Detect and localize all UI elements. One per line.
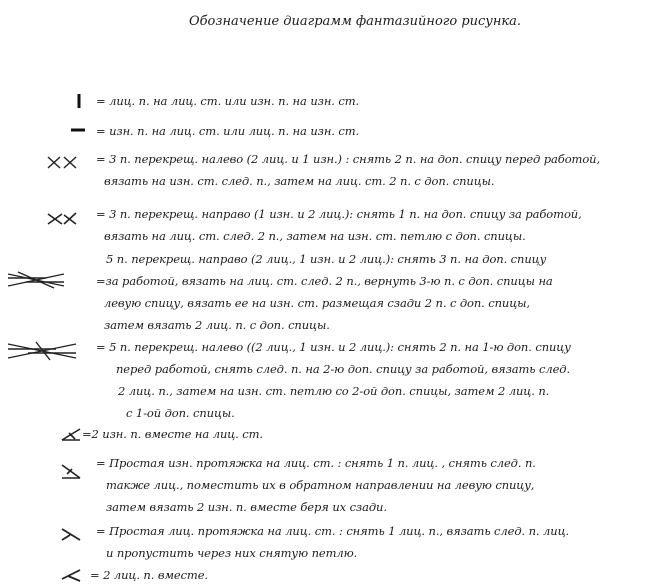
simple-purl-slip-icon (60, 463, 82, 481)
legend-text: = 2 лиц. п. вместе. (90, 568, 208, 582)
cross-left-5-icon (6, 340, 78, 362)
legend-text: вязать на лиц. ст. след. 2 п., затем на изн. ст. петлю с доп. спицы. (104, 229, 526, 243)
legend-text: затем вязать 2 лиц. п. с доп. спицы. (104, 318, 330, 332)
page-title: Обозначение диаграмм фантазийного рисунка. (188, 14, 522, 29)
cross-right-5-icon (6, 268, 66, 292)
purl-2-together-icon (60, 427, 82, 443)
legend-text: = Простая лиц. протяжка на лиц. ст. : снять 1 лиц. п., вязать след. п. лиц. (96, 524, 570, 538)
legend-text: = 5 п. перекрещ. налево ((2 лиц., 1 изн. и 2 лиц.): снять 2 п. на 1-ю доп. спицу (96, 340, 571, 354)
cross-left-3-icon (46, 154, 80, 172)
legend-text: левую спицу, вязать ее на изн. ст. размещая сзади 2 п. с доп. спицы, (104, 296, 530, 310)
legend-text: 5 п. перекрещ. направо (2 лиц., 1 изн. и 2 лиц.): снять 3 п. на доп. спицу (106, 252, 547, 266)
legend-text: перед работой, снять след. п. на 2-ю доп. спицу за работой, вязать след. (116, 362, 571, 376)
legend-text: = 3 п. перекрещ. налево (2 лиц. и 1 изн.) : снять 2 п. на доп. спицу перед работой, (96, 152, 601, 166)
legend-text: и пропустить через них снятую петлю. (106, 546, 358, 560)
legend-text: затем вязать 2 изн. п. вместе беря их сзади. (106, 500, 387, 514)
dash-icon (70, 126, 86, 134)
legend-text: = Простая изн. протяжка на лиц. ст. : снять 1 п. лиц. , снять след. п. (96, 456, 536, 470)
legend-text: также лиц., поместить их в обратном направлении на левую спицу, (106, 478, 535, 492)
legend-text: = 3 п. перекрещ. направо (1 изн. и 2 лиц.): снять 1 п. на доп. спицу за работой, (96, 207, 582, 221)
legend-text: с 1-ой доп. спицы. (126, 406, 235, 420)
simple-knit-slip-icon (60, 527, 82, 543)
legend-text: =за работой, вязать на лиц. ст. след. 2 п., вернуть 3-ю п. с доп. спицы на (96, 274, 553, 288)
legend-text: 2 лиц. п., затем на изн. ст. петлю со 2-ой доп. спицы, затем 2 лиц. п. (118, 384, 550, 398)
legend-text: = лиц. п. на лиц. ст. или изн. п. на изн. ст. (96, 94, 360, 108)
legend-text: вязать на изн. ст. след. п., затем на лиц. ст. 2 п. с доп. спицы. (104, 174, 495, 188)
vertical-bar-icon (74, 93, 84, 109)
cross-right-3-icon (46, 210, 80, 228)
legend-text: =2 изн. п. вместе на лиц. ст. (82, 427, 263, 441)
knit-2-together-icon (60, 568, 82, 582)
legend-text: = изн. п. на лиц. ст. или лиц. п. на изн. ст. (96, 124, 360, 138)
